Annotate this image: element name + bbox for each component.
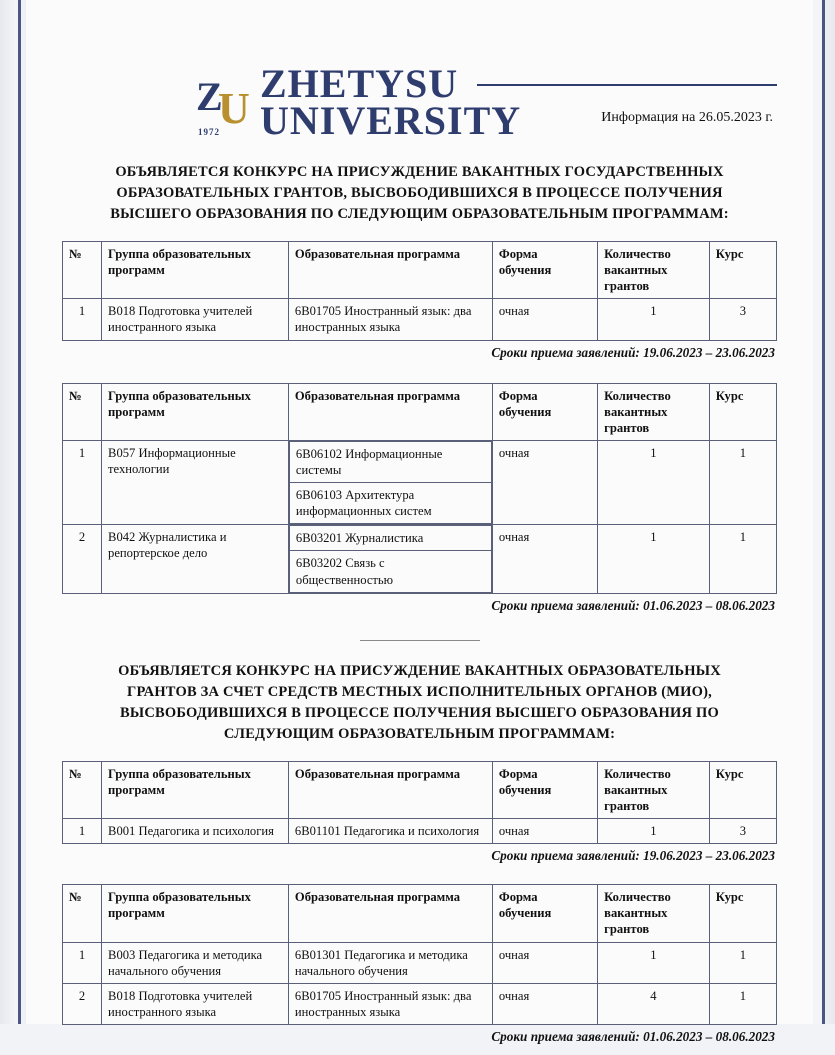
section1-table2-wrapper (62, 383, 777, 614)
cell-program: 6В01101 Педагогика и психология (288, 819, 492, 844)
grants-table-1 (62, 241, 777, 341)
cell-form: очная (492, 983, 597, 1024)
col-number: № (63, 885, 102, 942)
cell-program: 6В06102 Информационные системы (289, 441, 491, 482)
university-logo (192, 61, 522, 144)
table-header-row (63, 242, 777, 299)
logo-year: 1972 (198, 127, 220, 138)
program-subrow (289, 551, 491, 592)
cell-number: 1 (63, 942, 102, 983)
table-row (63, 440, 777, 524)
col-count: Количество вакантных грантов (598, 383, 710, 440)
section1-table1-wrapper (62, 241, 777, 361)
grants-table-2 (62, 383, 777, 594)
col-form: Форма обучения (492, 383, 597, 440)
section1-heading: ОБЪЯВЛЯЕТСЯ КОНКУРС НА ПРИСУЖДЕНИЕ ВАКАНТНЫХ ГОСУДАРСТВЕННЫХ ОБРАЗОВАТЕЛЬНЫХ ГРАНТОВ, ВЫСВОБОДИВШИХСЯ В ПРОЦЕССЕ ПОЛУЧЕНИЯ ВЫСШЕГО ОБРАЗОВАНИЯ ПО СЛЕДУЮЩИМ ОБРАЗОВАТЕЛЬНЫМ ПРОГРАММАМ: (110, 164, 729, 223)
section1-table2-deadline: Сроки приема заявлений: 01.06.2023 – 08.06.2023 (491, 597, 775, 613)
cell-course: 1 (709, 983, 776, 1024)
cell-form: очная (492, 299, 597, 340)
document-content (26, 0, 813, 1055)
table-header-row (63, 383, 777, 440)
cell-program-list (288, 440, 492, 524)
col-program: Образовательная программа (288, 761, 492, 818)
cell-count: 1 (598, 942, 710, 983)
cell-number: 1 (63, 299, 102, 340)
zu-monogram-icon (192, 67, 254, 139)
table-header-row (63, 761, 777, 818)
section2-table1-deadline: Сроки приема заявлений: 19.06.2023 – 23.06.2023 (491, 848, 775, 864)
cell-count: 1 (598, 299, 710, 340)
cell-course: 1 (709, 942, 776, 983)
cell-group: В003 Педагогика и методика начального обучения (102, 942, 289, 983)
wordmark-line-1: ZHETYSU (260, 61, 459, 107)
col-course: Курс (709, 885, 776, 942)
cell-program: 6В03201 Журналистика (289, 526, 491, 551)
wordmark-line-2: UNIVERSITY (260, 98, 522, 144)
section2-table2-wrapper (62, 884, 777, 1045)
cell-form: очная (492, 942, 597, 983)
cell-program: 6В03202 Связь с общественностью (289, 551, 491, 592)
col-form: Форма обучения (492, 242, 597, 299)
information-date: Информация на 26.05.2023 г. (601, 110, 773, 125)
cell-course: 1 (709, 440, 776, 524)
grants-table-4 (62, 884, 777, 1025)
program-sublist (289, 441, 492, 524)
table-row (63, 983, 777, 1024)
cell-program-list (288, 525, 492, 593)
col-form: Форма обучения (492, 761, 597, 818)
program-subrow (289, 483, 491, 524)
cell-course: 1 (709, 525, 776, 593)
section2-heading: ОБЪЯВЛЯЕТСЯ КОНКУРС НА ПРИСУЖДЕНИЕ ВАКАНТНЫХ ОБРАЗОВАТЕЛЬНЫХ ГРАНТОВ ЗА СЧЕТ СРЕДСТВ МЕСТНЫХ ИСПОЛНИТЕЛЬНЫХ ОРГАНОВ (МИО), ВЫСВОБОДИВШИХСЯ В ПРОЦЕССЕ ПОЛУЧЕНИЯ ВЫСШЕГО ОБРАЗОВАНИЯ ПО СЛЕДУЮЩИМ ОБРАЗОВАТЕЛЬНЫМ ПРОГРАММАМ: (118, 662, 721, 742)
document-sheet (26, 0, 813, 1044)
table-header-row (63, 885, 777, 942)
university-wordmark (260, 61, 522, 144)
cell-group: В001 Педагогика и психология (102, 819, 289, 844)
section2-table2-deadline: Сроки приема заявлений: 01.06.2023 – 08.06.2023 (491, 1028, 775, 1044)
cell-form: очная (492, 525, 597, 593)
cell-form: очная (492, 440, 597, 524)
cell-count: 1 (598, 440, 710, 524)
col-course: Курс (709, 242, 776, 299)
col-number: № (63, 242, 102, 299)
program-subrow (289, 526, 491, 551)
cell-form: очная (492, 819, 597, 844)
cell-count: 1 (598, 525, 710, 593)
col-group: Группа образовательных программ (102, 242, 289, 299)
col-program: Образовательная программа (288, 383, 492, 440)
page-left-edge-decor (0, 0, 26, 1024)
col-number: № (63, 761, 102, 818)
table-row (63, 819, 777, 844)
cell-count: 4 (598, 983, 710, 1024)
col-count: Количество вакантных грантов (598, 885, 710, 942)
col-group: Группа образовательных программ (102, 885, 289, 942)
cell-group: В057 Информационные технологии (102, 440, 289, 524)
col-program: Образовательная программа (288, 885, 492, 942)
table-row (63, 525, 777, 593)
table-row (63, 942, 777, 983)
cell-course: 3 (709, 299, 776, 340)
page-right-edge-decor (813, 0, 835, 1024)
table-row (63, 299, 777, 340)
section-divider (360, 640, 480, 641)
header-rule (477, 84, 777, 86)
cell-course: 3 (709, 819, 776, 844)
cell-count: 1 (598, 819, 710, 844)
cell-number: 1 (63, 819, 102, 844)
program-sublist (289, 525, 492, 592)
cell-program: 6В01301 Педагогика и методика начального обучения (288, 942, 492, 983)
logo-letter-u: U (218, 84, 250, 134)
section1-table1-deadline: Сроки приема заявлений: 19.06.2023 – 23.06.2023 (491, 344, 775, 360)
document-header (62, 44, 777, 144)
grants-table-3 (62, 761, 777, 844)
program-subrow (289, 441, 491, 482)
section2-table1-wrapper (62, 761, 777, 864)
col-group: Группа образовательных программ (102, 383, 289, 440)
col-group: Группа образовательных программ (102, 761, 289, 818)
cell-group: В018 Подготовка учителей иностранного языка (102, 983, 289, 1024)
cell-program: 6В01705 Иностранный язык: два иностранных языка (288, 983, 492, 1024)
cell-program: 6В01705 Иностранный язык: два иностранных языка (288, 299, 492, 340)
cell-program: 6В06103 Архитектура информационных систем (289, 483, 491, 524)
col-program: Образовательная программа (288, 242, 492, 299)
col-count: Количество вакантных грантов (598, 761, 710, 818)
cell-number: 2 (63, 983, 102, 1024)
col-count: Количество вакантных грантов (598, 242, 710, 299)
col-course: Курс (709, 761, 776, 818)
col-form: Форма обучения (492, 885, 597, 942)
cell-number: 2 (63, 525, 102, 593)
col-course: Курс (709, 383, 776, 440)
col-number: № (63, 383, 102, 440)
cell-group: В018 Подготовка учителей иностранного языка (102, 299, 289, 340)
logo-letter-z: Z (196, 74, 221, 120)
cell-group: В042 Журналистика и репортерское дело (102, 525, 289, 593)
cell-number: 1 (63, 440, 102, 524)
